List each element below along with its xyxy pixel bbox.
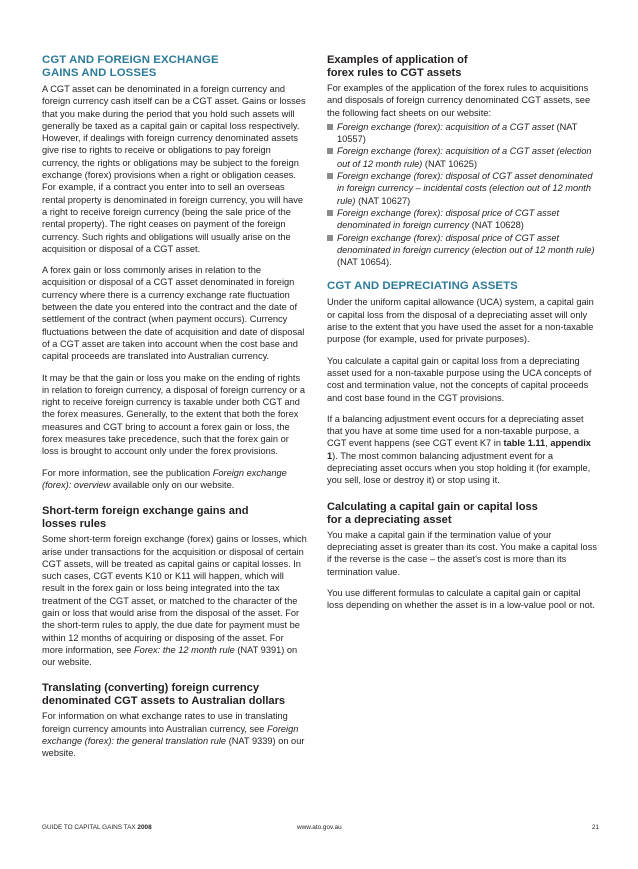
right-column [327,54,599,620]
paragraph: You make a capital gain if the termination value of your depreciating asset is greater than its cost. You make a capital loss if the reverse is the case – the asset's cost is more than its termination value. [327,529,597,577]
footer-url: www.ato.gov.au [297,824,342,831]
list-item: Foreign exchange (forex): acquisition of a CGT asset (NAT 10557) [327,121,599,146]
square-bullet-icon [327,148,333,154]
footer-guide-title: GUIDE TO CAPITAL GAINS TAX 2008 [42,824,152,831]
table-reference: table 1.11 [503,438,546,449]
square-bullet-icon [327,124,333,130]
publication-title: Foreign exchange (forex): the general translation rule [42,723,299,747]
section-title-translating: Translating (converting) foreign currency denominated CGT assets to Australian dollars [42,682,286,708]
square-bullet-icon [327,210,333,216]
left-column [42,54,307,769]
publication-title: Forex: the 12 month rule [134,644,235,655]
list-item: Foreign exchange (forex): disposal price of CGT asset denominated in foreign currency (election out of 12 month rule) (NAT 10654). [327,232,599,269]
paragraph: Some short-term foreign exchange (forex) gains or losses, which arise under transactions for the acquisition or disposal of certain CGT assets, will be treated as capital gains or capital losses. In such cases, CGT events K10 or K11 will happen, which will result in the forex gain or loss being integrated into the tax treatment of the CGT asset, or matched to the character of the gain or loss that would arise from the disposal of the asset. For the short-term rules to apply, the due date for payment must be within 12 months of acquiring or disposing of the asset. For more information, see Forex: the 12 month rule (NAT 9391) on our website. [42,534,307,668]
paragraph: Under the uniform capital allowance (UCA) system, a capital gain or capital loss from the disposal of a depreciating asset will only arise to the extent that you have used the asset for a non-taxable purpose (for example, used for private purposes). [327,297,594,345]
section-title-depreciating-assets: CGT AND DEPRECIATING ASSETS [327,280,518,293]
list-item: Foreign exchange (forex): disposal price of CGT asset denominated in foreign currency (NAT 10628) [327,207,599,232]
paragraph: For information on what exchange rates to use in translating foreign currency amounts into Australian currency, see Foreign exchange (forex): the general translation rule (NAT 9339) on our website. [42,711,305,759]
paragraph: You calculate a capital gain or capital loss from a depreciating asset used for a non-taxable purpose using the UCA concepts of cost and termination value, not the concepts of capital proceeds and cost base found in the CGT provisions. [327,355,592,403]
section-title-cgt-foreign-exchange: CGT AND FOREIGN EXCHANGE GAINS AND LOSSES [42,54,219,79]
section-title-short-term-rules: Short-term foreign exchange gains and losses rules [42,505,249,531]
square-bullet-icon [327,173,333,179]
list-item: Foreign exchange (forex): disposal of CGT asset denominated in foreign currency – incidental costs (election out of 12 month rule) (NAT 10627) [327,170,599,207]
paragraph: For examples of the application of the forex rules to acquisitions and disposals of foreign currency denominated CGT assets, see the following fact sheets on our website: [327,83,591,118]
paragraph: It may be that the gain or loss you make on the ending of rights in relation to foreign currency, a disposal of foreign currency or a right to receive foreign currency is taxable under both CGT and the forex measures. Generally, to the extent that both the forex measures and CGT bring to account a forex gain or loss, the forex measures take precedence, such that the forex gain or loss is brought to account only under the forex provisions. [42,372,306,457]
paragraph: For more information, see the publication Foreign exchange (forex): overview available only on our website. [42,467,287,490]
paragraph: A CGT asset can be denominated in a foreign currency and foreign currency cash itself can be a CGT asset. Gains or losses that you make during the period that you hold such assets will generally be taxed as a capital gain or capital loss respectively. However, if dealings with foreign currency denominated assets give rise to rights to receive or obligations to pay foreign currency, the rights or obligations may be subject to the foreign exchange (forex) provisions when a right or obligation ceases. For example, if a contract you enter into to sell an overseas rental property is denominated in foreign currency, you will have a right to receive foreign currency (being the sale price of the rental property). The right ceases on payment of the foreign currency. Such rights and obligations will usually arise on the acquisition or disposal of a CGT asset. [42,84,306,254]
appendix-reference: appendix 1 [327,438,591,461]
page-footer [42,822,599,834]
paragraph: If a balancing adjustment event occurs for a depreciating asset that you have at some time used for a non-taxable purpose, a CGT event happens (see CGT event K7 in table 1.11, appendix 1). The most common balancing adjustment event for a depreciating asset occurs when you stop holding it (for example, you sell, lose or destroy it) or stop using it. [327,413,591,486]
section-title-calculating: Calculating a capital gain or capital loss for a depreciating asset [327,500,538,526]
publication-title: Foreign exchange (forex): overview [42,467,287,490]
page-number: 21 [591,824,599,831]
fact-sheet-list [327,121,599,269]
paragraph: A forex gain or loss commonly arises in relation to the acquisition or disposal of a CGT asset denominated in foreign currency where there is a currency exchange rate fluctuation between the date you entered into the contract and the date of settlement of the contract (when payment occurs). Currency fluctuations between the date of acquisition and date of disposal of a CGT asset are taken into account when the cost base and capital proceeds are translated into Australian currency. [42,265,305,362]
square-bullet-icon [327,235,333,241]
list-item: Foreign exchange (forex): acquisition of a CGT asset (election out of 12 month rule) (NAT 10625) [327,145,599,170]
paragraph: You use different formulas to calculate a capital gain or capital loss depending on whether the asset is in a low-value pool or not. [327,587,595,611]
section-title-examples: Examples of application of forex rules to CGT assets [327,54,468,79]
